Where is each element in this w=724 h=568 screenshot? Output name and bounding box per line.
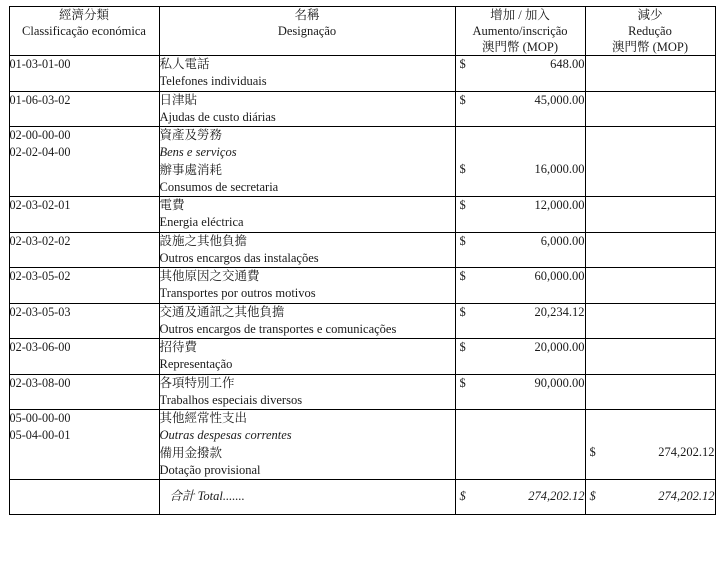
row-designation — [159, 374, 455, 410]
designation-zh: 日津貼 — [159, 92, 198, 107]
row-increase — [455, 91, 585, 127]
row-code — [9, 91, 159, 127]
header-currency: 澳門幣 (MOP) — [611, 40, 689, 54]
header-row — [9, 7, 715, 56]
row-designation — [159, 127, 455, 197]
row-code — [9, 268, 159, 304]
row-decrease — [585, 232, 715, 268]
decrease-amount: 274,202.12 — [658, 445, 715, 459]
row-increase — [455, 56, 585, 92]
row-decrease — [585, 410, 715, 480]
increase-amount: 648.00 — [550, 57, 585, 71]
table-row — [9, 410, 715, 480]
designation-pt: Transportes por outros motivos — [159, 286, 316, 301]
currency-symbol: $ — [459, 489, 466, 503]
table-head — [9, 7, 715, 56]
increase-amount: 16,000.00 — [534, 162, 585, 176]
designation-zh: 私人電話 — [159, 57, 210, 71]
currency-symbol: $ — [459, 162, 466, 176]
row-decrease — [585, 127, 715, 197]
designation-zh: 招待費 — [159, 340, 198, 354]
header-zh: 減少 — [637, 8, 663, 22]
code-line: 02-02-04-00 — [9, 144, 71, 159]
row-increase — [455, 197, 585, 233]
designation-zh: 各項特別工作 — [159, 375, 235, 390]
header-decrease — [585, 7, 715, 56]
currency-symbol: $ — [589, 445, 596, 459]
currency-symbol: $ — [459, 57, 466, 71]
table-row — [9, 56, 715, 92]
row-designation — [159, 232, 455, 268]
row-code — [9, 339, 159, 375]
group-zh: 其他經常性支出 — [159, 411, 248, 425]
header-pt: Redução — [628, 24, 672, 38]
designation-zh: 設施之其他負擔 — [159, 233, 248, 248]
header-zh: 經濟分類 — [58, 8, 109, 22]
designation-zh: 其他原因之交通費 — [159, 269, 260, 283]
total-label-cell — [159, 480, 455, 515]
row-code — [9, 410, 159, 480]
code-line: 02-03-05-03 — [9, 304, 71, 319]
table-row — [9, 374, 715, 410]
table-row — [9, 91, 715, 127]
designation-pt: Telefones individuais — [159, 74, 267, 89]
code-line: 02-03-08-00 — [9, 375, 71, 390]
header-zh: 增加 / 加入 — [490, 8, 550, 22]
code-line: 02-03-06-00 — [9, 340, 71, 354]
row-increase — [455, 303, 585, 339]
row-increase — [455, 268, 585, 304]
row-designation — [159, 268, 455, 304]
table-row — [9, 268, 715, 304]
table-body — [9, 56, 715, 515]
budget-table — [9, 6, 716, 515]
designation-pt: Dotação provisional — [159, 462, 261, 477]
header-designation — [159, 7, 455, 56]
increase-amount: 20,000.00 — [534, 340, 585, 354]
group-pt: Bens e serviços — [159, 145, 237, 160]
increase-amount: 20,234.12 — [534, 304, 585, 319]
row-designation — [159, 339, 455, 375]
group-zh: 資產及勞務 — [159, 128, 223, 142]
row-designation — [159, 197, 455, 233]
currency-symbol: $ — [459, 198, 466, 212]
header-currency: 澳門幣 (MOP) — [481, 40, 559, 54]
code-line: 01-03-01-00 — [9, 57, 71, 71]
header-increase — [455, 7, 585, 56]
row-designation — [159, 91, 455, 127]
currency-symbol: $ — [459, 92, 466, 107]
total-decrease — [585, 480, 715, 515]
row-increase — [455, 410, 585, 480]
code-line: 05-04-00-01 — [9, 427, 71, 442]
table-row — [9, 197, 715, 233]
designation-pt: Energia eléctrica — [159, 215, 244, 230]
total-increase — [455, 480, 585, 515]
row-decrease — [585, 268, 715, 304]
increase-amount: 45,000.00 — [534, 92, 585, 107]
currency-symbol: $ — [459, 233, 466, 248]
row-code — [9, 197, 159, 233]
row-decrease — [585, 339, 715, 375]
header-zh: 名稱 — [294, 8, 320, 22]
currency-symbol: $ — [459, 340, 466, 354]
designation-pt: Trabalhos especiais diversos — [159, 392, 303, 407]
row-increase — [455, 127, 585, 197]
code-line: 02-03-02-02 — [9, 233, 71, 248]
code-line-group: 02-00-00-00 — [9, 128, 71, 142]
currency-symbol: $ — [459, 269, 466, 283]
code-line: 01-06-03-02 — [9, 92, 71, 107]
table-row — [9, 127, 715, 197]
row-designation — [159, 56, 455, 92]
increase-amount: 60,000.00 — [534, 269, 585, 283]
row-increase — [455, 232, 585, 268]
header-pt: Designação — [277, 24, 337, 38]
group-pt: Outras despesas correntes — [159, 428, 292, 443]
increase-amount: 12,000.00 — [534, 198, 585, 212]
row-designation — [159, 410, 455, 480]
total-row — [9, 480, 715, 515]
designation-zh: 交通及通訊之其他負擔 — [159, 304, 285, 319]
header-economic-classification — [9, 7, 159, 56]
row-increase — [455, 374, 585, 410]
designation-zh: 辦事處消耗 — [159, 162, 223, 177]
row-decrease — [585, 56, 715, 92]
designation-pt: Consumos de secretaria — [159, 179, 279, 194]
designation-zh: 備用金撥款 — [159, 445, 223, 460]
currency-symbol: $ — [589, 489, 596, 503]
code-line: 02-03-05-02 — [9, 269, 71, 283]
row-code — [9, 127, 159, 197]
increase-amount: 6,000.00 — [540, 233, 585, 248]
table-row — [9, 232, 715, 268]
header-pt: Aumento/inscrição — [472, 24, 568, 38]
row-designation — [159, 303, 455, 339]
row-increase — [455, 339, 585, 375]
total-decrease-amount: 274,202.12 — [658, 489, 715, 503]
header-pt: Classificação económica — [22, 24, 146, 38]
row-code — [9, 232, 159, 268]
table-row — [9, 339, 715, 375]
row-code — [9, 303, 159, 339]
row-code — [9, 56, 159, 92]
designation-pt: Outros encargos das instalações — [159, 250, 319, 265]
row-decrease — [585, 303, 715, 339]
currency-symbol: $ — [459, 375, 466, 390]
code-line: 02-03-02-01 — [9, 198, 71, 212]
total-label: 合計 Total....... — [169, 489, 245, 503]
code-line-group: 05-00-00-00 — [9, 411, 71, 425]
total-code-empty — [9, 480, 159, 515]
row-decrease — [585, 91, 715, 127]
designation-pt: Representação — [159, 357, 233, 372]
designation-pt: Ajudas de custo diárias — [159, 109, 276, 124]
increase-amount: 90,000.00 — [534, 375, 585, 390]
row-decrease — [585, 197, 715, 233]
designation-pt: Outros encargos de transportes e comunicações — [159, 321, 397, 336]
currency-symbol: $ — [459, 304, 466, 319]
table-row — [9, 303, 715, 339]
row-decrease — [585, 374, 715, 410]
total-increase-amount: 274,202.12 — [528, 489, 585, 503]
designation-zh: 電費 — [159, 198, 185, 212]
row-code — [9, 374, 159, 410]
